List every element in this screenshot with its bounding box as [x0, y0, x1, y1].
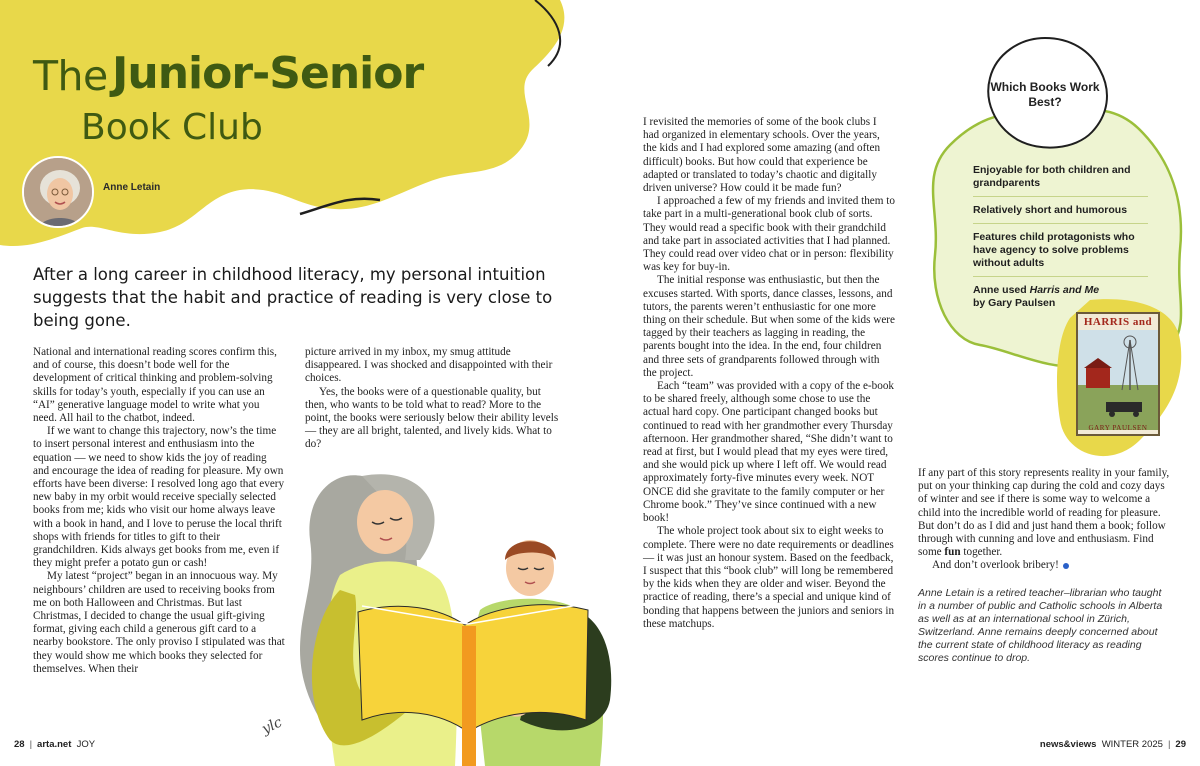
title-the: The	[33, 52, 108, 100]
paragraph: I approached a few of my friends and invited them to take part in a multi-generational book club of sorts. They would read a specific book with their grandchild and take part in associated activities that I had planned. They could read over video chat or in person: flexibility was key for buy-in.	[643, 195, 895, 274]
paragraph: The whole project took about six to eight weeks to complete. There were no date requirements or deadlines — it was just an honour system. Based on the feedback, I suspect that this “book club” will long be remembered by the kids when they are older and wiser. Beyond the practice of reading, there’s a special and unique kind of bonding that happens between the juniors and seniors in these matchups.	[643, 525, 895, 630]
paragraph-text: If any part of this story represents reality in your family, put on your thinking cap during the cold and cozy days of winter and see if there is some way to welcome a child into the incredible world of reading for pleasure. But don’t do as I did and just hand them a book; follow through with cunning and love and enthusiasm. Find some	[918, 467, 1170, 559]
body-column-3	[643, 116, 895, 631]
sidebar-heading: Which Books Work Best?	[990, 80, 1100, 109]
sidebar-list	[973, 164, 1148, 323]
author-avatar	[22, 156, 94, 228]
paragraph	[918, 467, 1170, 559]
reading-illustration	[300, 474, 611, 766]
book-cover-art	[1078, 330, 1158, 430]
paragraph: My latest “project” began in an innocuous way. My neighbours’ children are used to receiving books from me on both Halloween and Christmas. But last Christmas, I decided to change the usual gift-giving format, giving each child a generous gift card to a nearby bookstore. The only proviso I stipulated was that they would show me which books they selected for themselves. When their	[33, 570, 285, 675]
illustrator-signature: ylc	[259, 714, 285, 738]
book-spine	[462, 626, 476, 766]
title-sub: Book Club	[81, 107, 263, 148]
paragraph	[918, 559, 1170, 572]
sidebar-item: Features child protagonists who have agency to solve problems without adults	[973, 231, 1148, 277]
book-cover-title: HARRIS and	[1083, 316, 1153, 328]
footer-right	[1040, 739, 1186, 750]
sidebar-item: Relatively short and humorous	[973, 204, 1148, 224]
bold-word: fun	[944, 546, 961, 559]
paragraph: National and international reading scores confirm this, and of course, this doesn’t bode well for the development of critical thinking and problem-solving skills for today’s youth, especially if you can use an “AI” generative language model to write what you need. All hail to the chatbot, indeed.	[33, 346, 277, 425]
body-column-2	[305, 346, 561, 452]
paragraph: I revisited the memories of some of the book clubs I had organized in elementary schools. Over the years, the kids and I had explored some amazing (and often difficult) books. But how could that experience be adapted or translated to today’s chaotic and digitally driven universe? How could it be made fun?	[643, 116, 881, 195]
footer-publication: news&views	[1039, 739, 1097, 750]
paragraph: picture arrived in my inbox, my smug attitude disappeared. I was shocked and disappointed with their choices.	[305, 346, 553, 385]
book-cover	[1076, 312, 1160, 436]
author-name: Anne Letain	[103, 182, 161, 193]
paragraph: The initial response was enthusiastic, but then the excuses started. With sports, dance classes, lessons, and tutors, the parents weren’t enthusiastic for one more thing on their schedule. But when some of the kids were tagged by their teachers as lagging in reading, the parents bought into the idea. In the end, four children and three sets of grandparents followed through with the project.	[643, 274, 895, 379]
book-cover-author: GARY PAULSEN	[1088, 424, 1148, 432]
author-bio: Anne Letain is a retired teacher–librarian who taught in a number of public and Catholic schools in Alberta as well as at an international school in Zürich, Switzerland. Anne remains deeply concerned about the current state of childhood literacy as reading scores continue to drop.	[918, 586, 1163, 664]
page-number-right: 29	[1175, 739, 1186, 750]
body-column-1	[33, 346, 285, 676]
footer-site: arta.net	[37, 739, 72, 750]
paragraph: Yes, the books were of a questionable quality, but then, who wants to be told what to read? More to the point, the books were seriously below their ability levels — they are all bright, talented, and lively kids. What to do?	[305, 385, 559, 451]
sidebar-item: Enjoyable for both children and grandparents	[973, 164, 1148, 197]
footer-divider: |	[29, 739, 33, 750]
paragraph: Each “team” was provided with a copy of the e-book to be shared freely, although some chose to use the actual hard copy. One participant changed books but continued to read with her grandmother every Thursday afternoon. Her grandmother shared, “She didn’t want to read at first, but I would plead that my eyes were tired, and she would pick up where I left off. We would read approximately forty-five minutes every week. NOT ONCE did she gravitate to the family computer or her Chrome book.” They’ve since continued with a new book!	[643, 380, 895, 525]
body-column-4	[918, 467, 1170, 665]
page-number-left: 28	[14, 739, 25, 750]
book-note-post: by Gary Paulsen	[973, 297, 1056, 309]
paragraph: If we want to change this trajectory, now’s the time to insert personal interest and enthusiasm into the equation — we need to show kids the joy of reading and encourage the idea of reading for pleasure. My own efforts have been diverse: I resolved long ago that every new baby in my orbit would receive specially selected books from me; kids who visit our home always leave with a book in hand, and I love to peruse the local thrift shops with friends for titles to gift to their grandchildren. Kids always get books from me, even if they might prefer a potato gun or cash!	[33, 425, 285, 570]
footer-section: JOY	[76, 739, 96, 750]
title-main: Junior-Senior	[112, 48, 424, 99]
book-note-pre: Anne used	[973, 284, 1027, 296]
end-mark-icon	[1063, 563, 1069, 569]
book-note-title: Harris and Me	[1029, 284, 1100, 296]
paragraph-text: And don’t overlook bribery!	[932, 559, 1059, 572]
article-lede: After a long career in childhood literacy, my personal intuition suggests that the habit and practice of reading is very close to being gone.	[33, 265, 553, 330]
footer-issue: WINTER 2025	[1101, 739, 1163, 750]
footer-divider: |	[1167, 739, 1171, 750]
grandmother-face	[357, 490, 413, 554]
paragraph-end: together.	[963, 546, 1003, 559]
footer-left	[14, 739, 95, 750]
